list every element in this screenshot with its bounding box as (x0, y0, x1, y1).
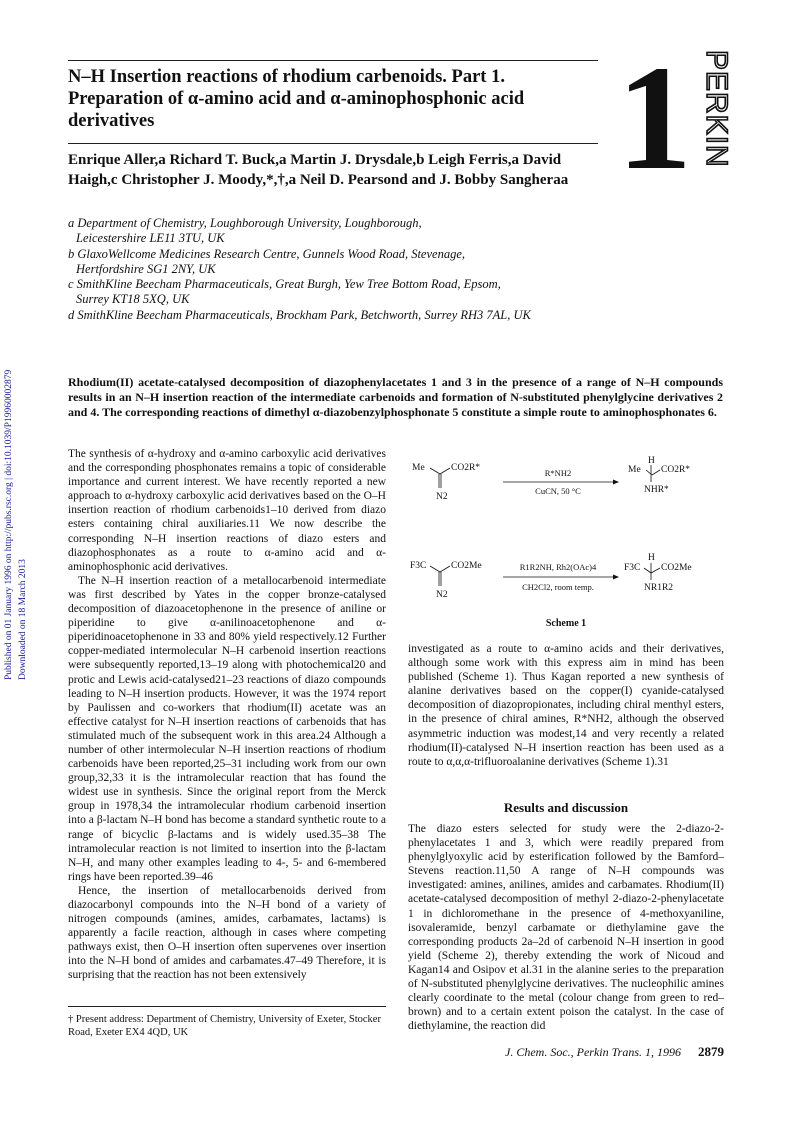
logo-numeral: 1 (617, 46, 692, 176)
scheme-label: F3C (410, 561, 427, 571)
affiliation-line: a Department of Chemistry, Loughborough University, Loughborough, (68, 216, 422, 230)
scheme-label: H (648, 456, 655, 466)
scheme-label: CO2R* (451, 463, 481, 473)
abstract: Rhodium(II) acetate-catalysed decomposition of diazophenylacetates 1 and 3 in the presence of a range of N–H compounds results in an N–H insertion reaction of the intermediate carbenoids and formation of N-substituted phenylglycine derivatives 2 and 4. The corresponding reactions of dimethyl α-diazobenzylphosphonate 5 constitute a simple route to aminophosphonates 6. (68, 375, 723, 419)
affiliation-line: d SmithKline Beecham Pharmaceuticals, Brockham Park, Betchworth, Surrey RH3 7AL, UK (68, 307, 531, 322)
body-paragraph: The diazo esters selected for study were the 2-diazo-2-phenylacetates 1 and 3, which were readily prepared from phenylglyoxylic acid by esterification followed by the Bamford–Stevens reaction.11,50 A range of N–H compounds was investigated: amines, anilines, amides and carbamates. Rhodium(II) acetate-catalysed decomposition of methyl 2-diazo-2-phenylacetate 1 in dichloromethane in the presence of 4-methoxyaniline, isovaleramide, benzyl carbamate or diethylamine gave the corresponding products 2a–2d of carbenoid N–H insertion in good yield (Scheme 2), thereby extending the work of Nicoud and Kagan14 and Osipov et al.31 in the alanine series to the preparation of N-substituted phenylglycine derivatives. The nucleophilic amines clearly coordinate to the metal (colour change from green to red–brown) and to a certain extent poison the catalyst. In the case of diethylamine, the reaction did (408, 823, 724, 1033)
scheme-label: Me (628, 465, 641, 475)
affiliation-line: b GlaxoWellcome Medicines Research Centre, Gunnels Wood Road, Stevenage, (68, 246, 466, 261)
body-left-column (68, 447, 386, 983)
body-paragraph: Hence, the insertion of metallocarbenoids derived from diazocarbonyl compounds into the N–H bond of a variety of nitrogen compounds (amines, amides, carbamates, lactams) is apparently a facile reaction, although in cases where competing pathways exist, then O–H insertion often supervenes over insertion into the N–H bond of amides and carbamates.47–49 Therefore, it is surprising that the reaction has not been extensively (68, 884, 386, 982)
page-footer (470, 1044, 724, 1060)
perkin-logo (615, 46, 735, 176)
scheme-label: NHR* (644, 485, 669, 495)
page-number: 2879 (698, 1044, 724, 1059)
downloaded-stamp: Downloaded on 18 March 2013 (18, 559, 28, 680)
scheme-label: CO2R* (661, 465, 691, 475)
scheme-caption: Scheme 1 (545, 618, 587, 629)
scheme-1 (408, 452, 724, 632)
affiliation-line: Surrey KT18 5XQ, UK (76, 292, 190, 307)
footnote: † Present address: Department of Chemistry, University of Exeter, Stocker Road, Exeter EX4 4QD, UK (68, 1014, 381, 1038)
scheme-reagent: CH2Cl2, room temp. (522, 582, 594, 592)
article-title: N–H Insertion reactions of rhodium carbenoids. Part 1. Preparation of α-amino acid and α-aminophosphonic acid derivatives (68, 67, 525, 131)
body-right-column-top (408, 642, 724, 769)
body-paragraph: The N–H insertion reaction of a metallocarbenoid intermediate was first described by Yates in the copper bronze-catalysed decomposition of diazoacetophenone in the presence of aniline or piperidine to give α-anilinoacetophenone and α-piperidinoacetophenone in 33 and 80% yield respectively.12 Further copper-mediated intermolecular N–H carbenoid insertion reactions were subsequently reported,13–19 along with photochemical20 and protic and Lewis acid-catalysed21–23 reactions of diazo compounds leading to N–H insertion products. However, it was the 1974 report by Paulissen and co-workers that rhodium(II) acetate was an effective catalyst for N–H insertion reactions of carbenoids that has stimulated much of the subsequent work in this area.24 Although a number of other intermolecular N–H insertion reactions of rhodium carbenoids have been reported,25–31 including work from our own group,32,33 it is the intramolecular reaction that has found the widest use in synthesis. Since the original report from the Merck group in 1978,34 the intramolecular rhodium carbenoid insertion into a β-lactam N–H bond has become a standard synthetic route to a range of bicyclic β-lactams and is widely used.35–38 The intramolecular reaction is not limited to insertion into the β-lactam N–H, and many other examples leading to 4-, 5- and 6-membered rings have been reported.39–46 (68, 574, 386, 883)
affiliation-line: c SmithKline Beecham Pharmaceuticals, Great Burgh, Yew Tree Bottom Road, Epsom, (68, 277, 501, 292)
scheme-reagent: R1R2NH, Rh2(OAc)4 (519, 562, 597, 572)
title-top-rule (68, 60, 598, 61)
scheme-label: N2 (436, 590, 448, 600)
body-paragraph: The synthesis of α-hydroxy and α-amino carboxylic acid derivatives and the corresponding phosphonates remains a topic of considerable importance and current interest. We have recently reported a new approach to α-hydroxy carboxylic acid derivatives based on the O–H insertion reaction of rhodium carbenoids1–10 derived from diazo esters containing chiral auxiliaries.11 We now describe the corresponding N–H insertion reactions of diazo esters and diazophosphonates as a route to α-amino acid and α-aminophosphonic acid derivatives. (68, 448, 386, 573)
scheme-reagent: CuCN, 50 °C (535, 486, 581, 496)
author-list: Enrique Aller,a Richard T. Buck,a Martin J. Drysdale,b Leigh Ferris,a David Haigh,c Christopher J. Moody,*,†,a Neil D. Pearsond and J. Bobby Sangheraa (68, 152, 569, 188)
journal-citation: J. Chem. Soc., Perkin Trans. 1, 1996 (505, 1045, 681, 1059)
scheme-label: NR1R2 (644, 583, 674, 593)
affiliations (68, 216, 628, 323)
affiliation-line: Hertfordshire SG1 2NY, UK (76, 261, 216, 276)
affiliation-line: Leicestershire LE11 3TU, UK (76, 231, 225, 246)
scheme-label: N2 (436, 492, 448, 502)
scheme-label: CO2Me (661, 563, 692, 573)
logo-word: PERKIN (700, 50, 733, 168)
body-paragraph: investigated as a route to α-amino acids and their derivatives, although some work with this express aim in mind has been published (Scheme 1). Thus Kagan reported a new synthesis of alanine derivatives based on the copper(I) cyanide-catalysed decomposition of diazopropionates, including chiral menthyl esters, in the presence of chiral amines, R*NH2, although the observed asymmetric induction was modest,14 and very recently a related rhodium(II)-catalysed N–H insertion reaction has been used as a route to α,α,α-trifluoroalanine derivatives (Scheme 1).31 (408, 643, 724, 768)
scheme-label: H (648, 553, 655, 563)
section-heading: Results and discussion (503, 800, 629, 815)
title-bottom-rule (68, 143, 598, 144)
scheme-label: Me (412, 463, 425, 473)
body-right-column-bottom (408, 822, 724, 1033)
scheme-label: F3C (624, 563, 641, 573)
scheme-reagent: R*NH2 (544, 468, 572, 478)
scheme-label: CO2Me (451, 561, 482, 571)
published-stamp: Published on 01 January 1996 on http://pubs.rsc.org | doi:10.1039/P19960002879 (4, 369, 14, 680)
download-stamp (2, 300, 28, 680)
footnote-rule (68, 1006, 386, 1007)
